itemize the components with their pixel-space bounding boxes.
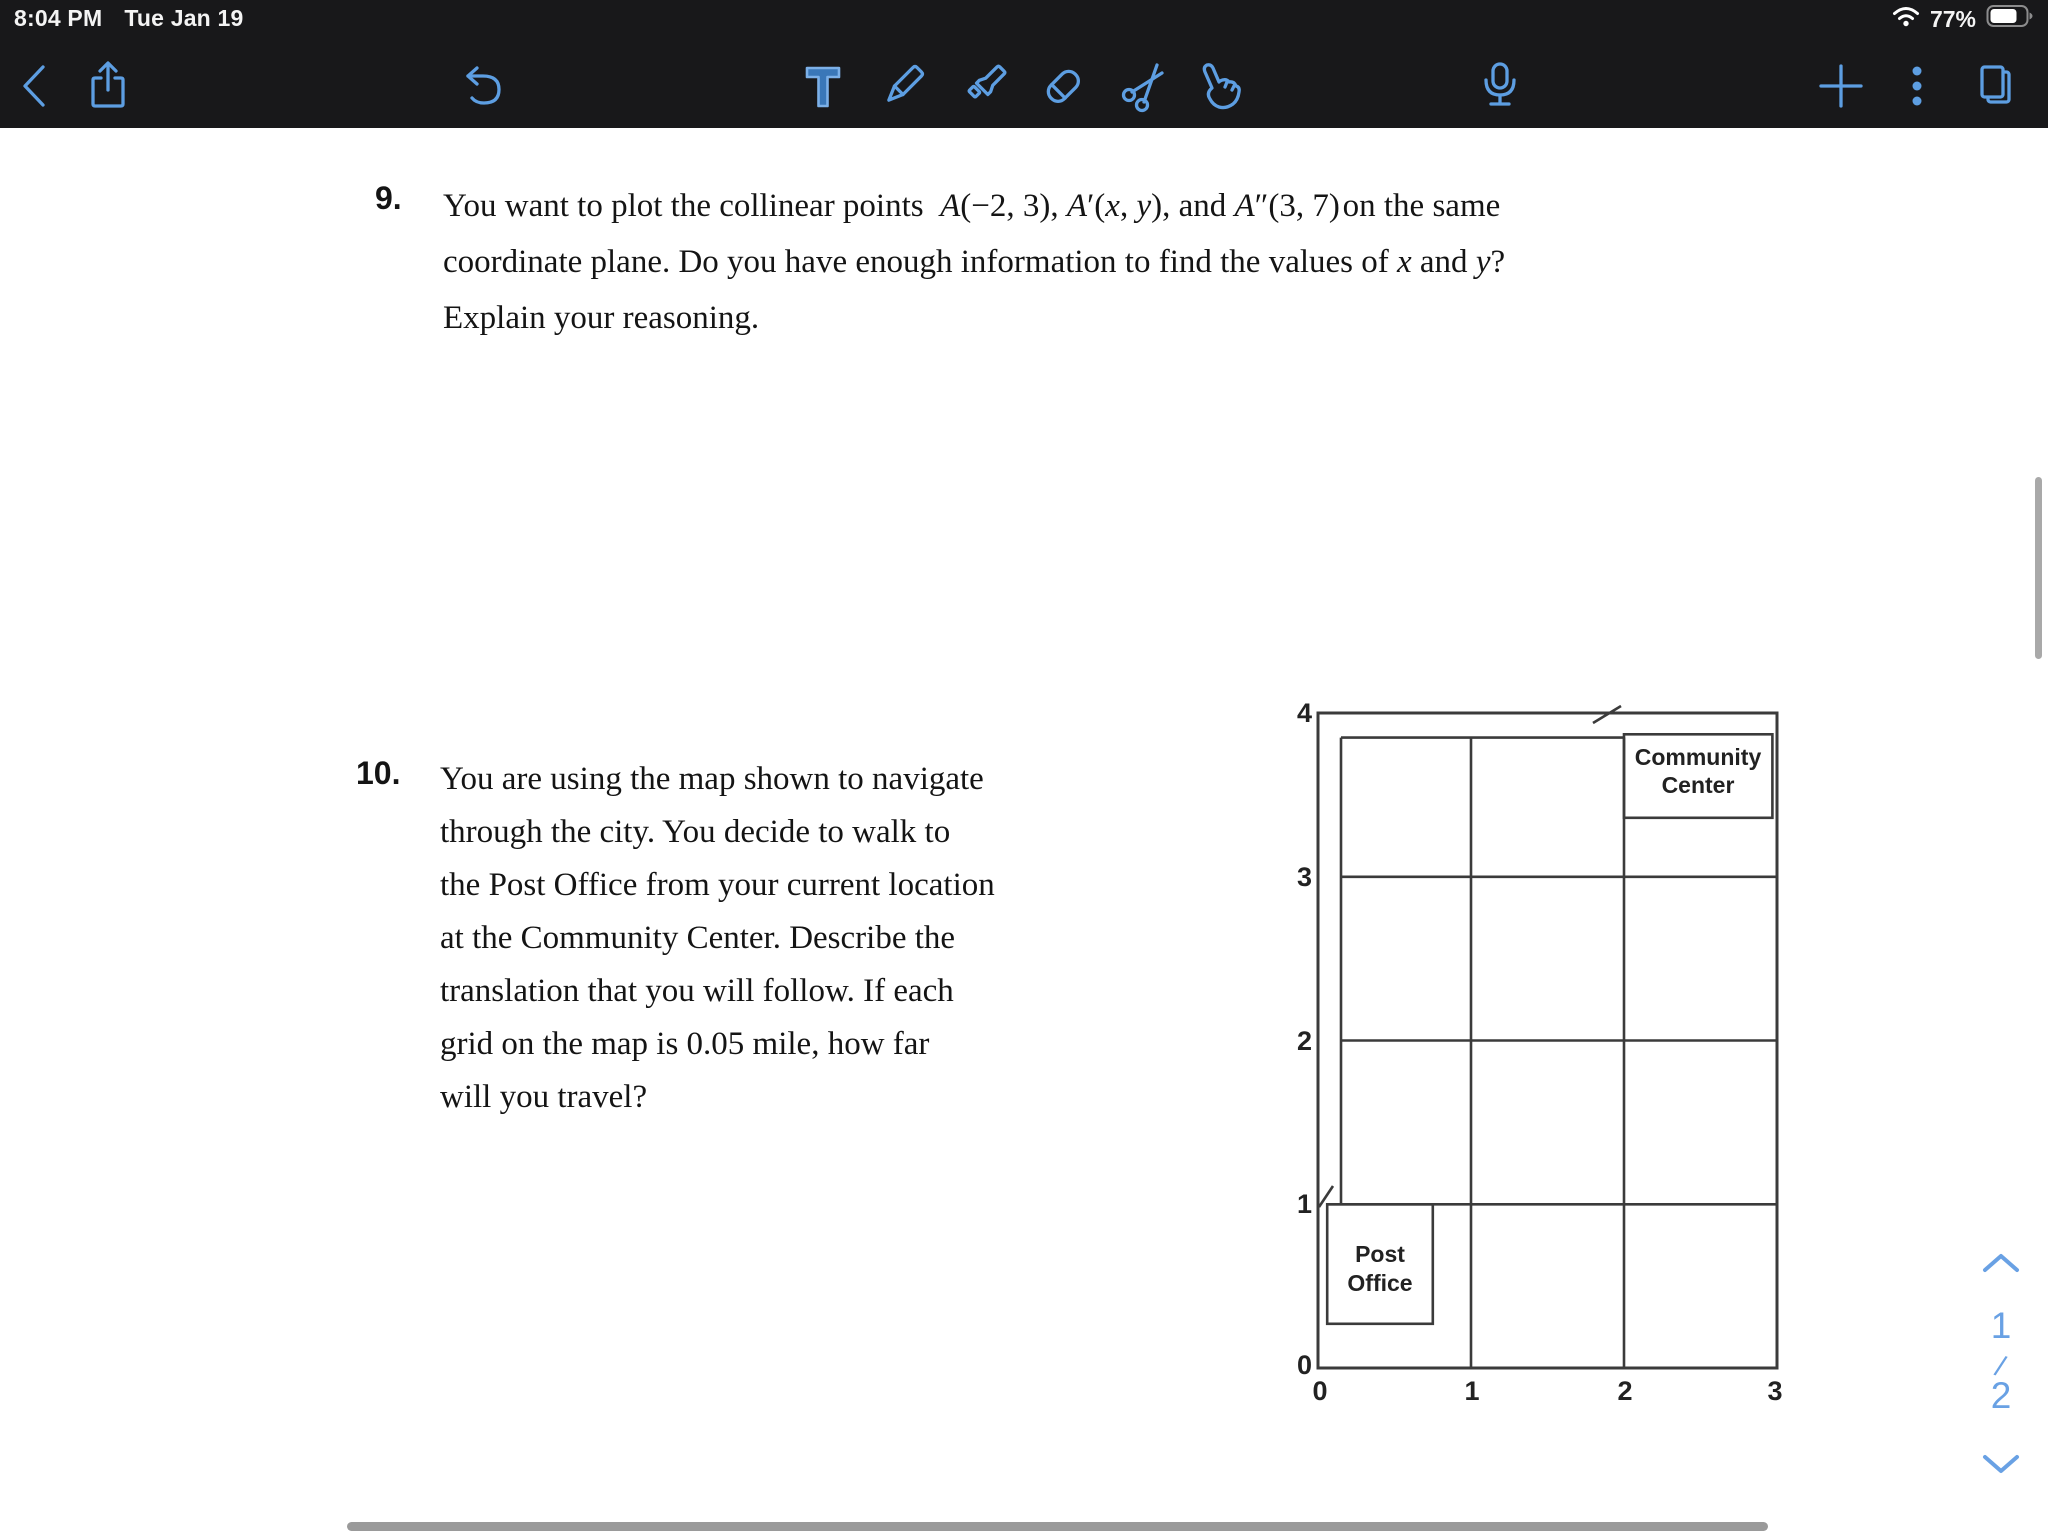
y-tick-4: 4 (1296, 698, 1312, 728)
top-chrome (0, 0, 2048, 128)
battery-percent: 77% (1929, 5, 1976, 32)
page-separator: / (1991, 1350, 2009, 1384)
scissors-tool-button[interactable] (1115, 58, 1171, 114)
vertical-scrollbar[interactable] (2035, 477, 2042, 659)
text-tool-button[interactable] (795, 58, 851, 114)
horizontal-scrollbar[interactable] (347, 1522, 1768, 1531)
y-tick-2: 2 (1296, 1026, 1312, 1056)
page-up-chevron[interactable] (1980, 1252, 2022, 1274)
total-page-number: 2 (1990, 1375, 2012, 1416)
city-map-figure (1276, 690, 1842, 1416)
problem-10-number: 10. (356, 755, 401, 791)
problem-10-text: You are using the map shown to navigate through the city. You decide to walk to the Post Office from your current location at the Community Center. Describe the translation that you will follow. If each grid on the map is 0.05 mile, how far will you travel? (440, 761, 995, 1115)
x-tick-2: 2 (1617, 1376, 1633, 1406)
wifi-icon (1892, 5, 1920, 33)
undo-button[interactable] (454, 58, 510, 114)
share-button[interactable] (80, 58, 136, 114)
problem-9-number: 9. (375, 180, 402, 216)
page-down-chevron[interactable] (1980, 1453, 2022, 1475)
highlighter-tool-button[interactable] (957, 58, 1013, 114)
battery-icon (1986, 4, 2034, 34)
community-center-building (1624, 734, 1772, 818)
status-time: 8:04 PM (14, 5, 103, 31)
gesture-tool-button[interactable] (1190, 58, 1246, 114)
post-office-label-line1: Post (1355, 1241, 1405, 1267)
status-left (14, 5, 244, 32)
record-audio-button[interactable] (1472, 58, 1528, 114)
y-tick-1: 1 (1296, 1189, 1312, 1219)
x-tick-1: 1 (1464, 1376, 1480, 1406)
status-right (1892, 4, 2034, 34)
community-center-label-line2: Center (1661, 772, 1735, 798)
community-center-label-line1: Community (1634, 744, 1762, 770)
status-date: Tue Jan 19 (124, 5, 244, 31)
problem-9-text: You want to plot the collinear points A(−2, 3), A′(x, y), and A″(3, 7) on the same coordinate plane. Do you have enough information to find the values of x and y? Explain your reasoning. (443, 188, 1506, 336)
post-office-label-line2: Office (1347, 1270, 1413, 1296)
post-office-building (1327, 1204, 1433, 1324)
status-bar (0, 0, 2048, 34)
y-tick-3: 3 (1296, 862, 1312, 892)
back-button[interactable] (10, 58, 66, 114)
page-manager-button[interactable] (1967, 58, 2023, 114)
x-tick-3: 3 (1767, 1376, 1783, 1406)
more-options-button[interactable] (1889, 58, 1945, 114)
add-page-button[interactable] (1813, 58, 1869, 114)
eraser-tool-button[interactable] (1035, 58, 1091, 114)
x-tick-0: 0 (1312, 1376, 1328, 1406)
current-page-number: 1 (1990, 1305, 2012, 1346)
pen-tool-button[interactable] (875, 58, 931, 114)
y-tick-0: 0 (1296, 1350, 1312, 1380)
